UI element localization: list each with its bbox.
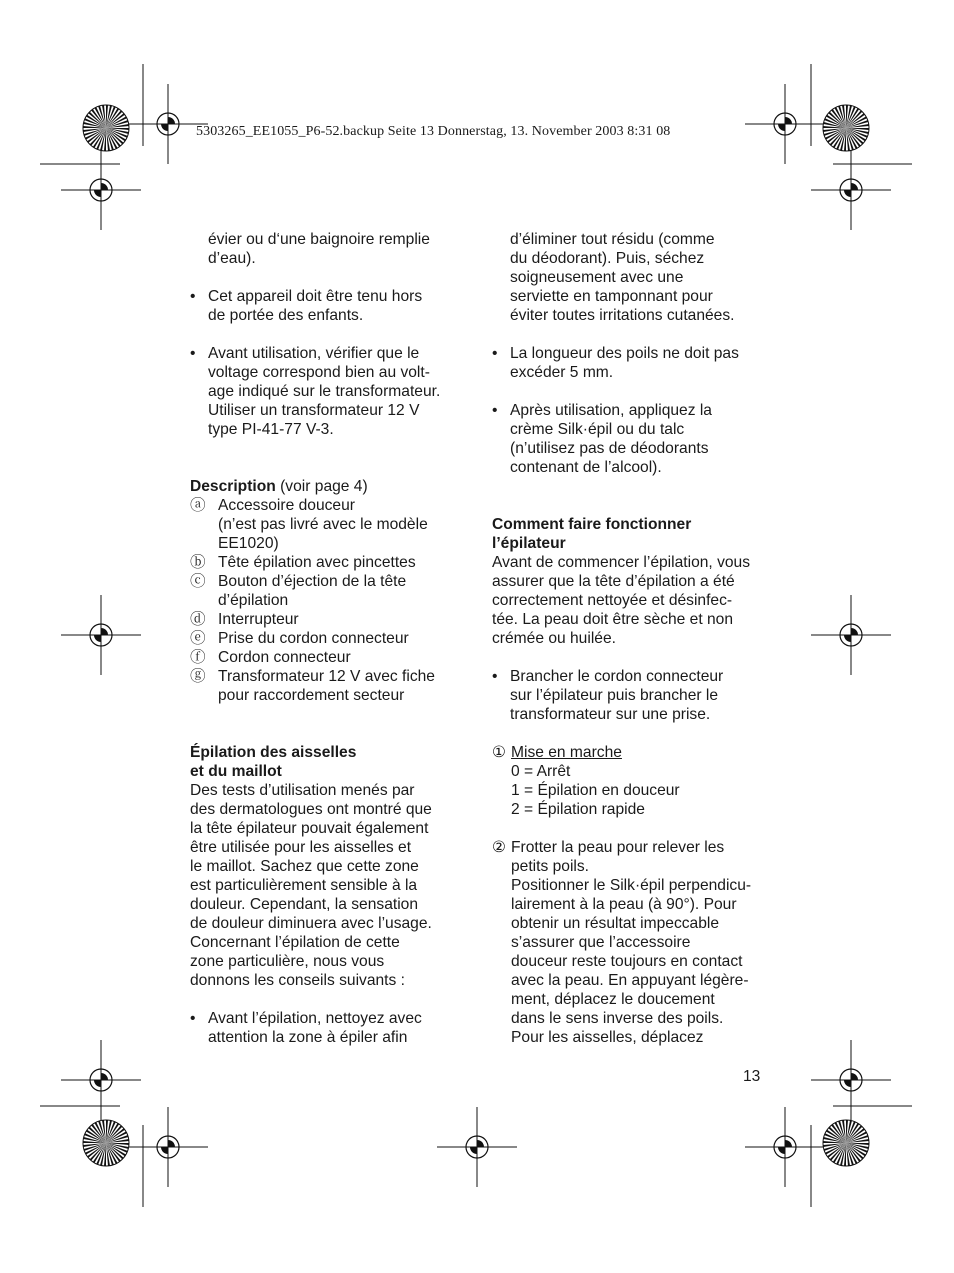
starburst-icon [83,105,129,151]
text-line: Concernant l’épilation de cette [190,934,400,951]
text-line: Cordon connecteur [218,649,351,666]
item-letter-icon: ⓔ [190,630,206,647]
text-line: Prise du cordon connecteur [218,630,409,647]
section-title: et du maillot [190,763,282,780]
item-letter-icon: ⓖ [190,668,206,685]
text-line: être utilisée pour les aisselles et [190,839,412,856]
bullet-icon: • [492,345,498,362]
right-column [492,230,772,1047]
continuation-text [190,230,470,268]
crosshair-icon [61,595,141,675]
text-line: pour raccordement secteur [218,687,405,704]
text-line: contenant de l’alcool). [510,459,662,476]
section-title: Description [190,478,276,495]
operation-heading [492,515,772,553]
text-line: est particulièrement sensible à la [190,877,418,894]
text-line: Interrupteur [218,611,299,628]
text-line: obtenir un résultat impeccable [511,915,720,932]
step-1 [492,743,772,819]
text-line: de douleur diminuera avec l’usage. [190,915,432,932]
crosshair-icon [811,595,891,675]
section-title: Épilation des aisselles [190,744,357,761]
text-line: ment, déplacez le doucement [511,991,715,1008]
epilation-heading [190,743,470,781]
item-letter-icon: ⓑ [190,554,206,571]
text-line: d’eau). [208,250,256,267]
text-line: du déodorant). Puis, séchez [510,250,705,267]
text-line: age indiqué sur le transformateur. [208,383,441,400]
description-item [190,629,470,648]
bullet-item [190,1009,470,1047]
starburst-icon [83,1120,129,1166]
text-line: douleur. Cependant, la sensation [190,896,419,913]
text-line: Avant utilisation, vérifier que le [208,345,420,362]
text-line: Après utilisation, appliquez la [510,402,712,419]
text-line: type PI-41-77 V-3. [208,421,334,438]
text-line: lairement à la peau (à 90°). Pour [511,896,737,913]
item-letter-icon: ⓒ [190,573,206,590]
text-line: d’épilation [218,592,289,609]
text-line: d’éliminer tout résidu (comme [510,231,715,248]
step-title: Mise en marche [511,744,622,761]
page-number: 13 [743,1068,761,1085]
text-line: assurer que la tête d’épilation a été [492,573,735,590]
starburst-icon [823,1120,869,1166]
text-line: La longueur des poils ne doit pas [510,345,739,362]
text-line: attention la zone à épiler afin [208,1029,408,1046]
description-item [190,648,470,667]
text-line: voltage correspond bien au volt- [208,364,430,381]
text-line: 0 = Arrêt [511,763,571,780]
crosshair-icon [61,1040,141,1120]
bullet-icon: • [190,1010,196,1027]
text-line: correctement nettoyée et désinfec- [492,592,733,609]
text-line: serviette en tamponnant pour [510,288,713,305]
item-letter-icon: ⓐ [190,497,206,514]
text-line: éviter toutes irritations cutanées. [510,307,735,324]
text-line: donnons les conseils suivants : [190,972,405,989]
bullet-icon: • [190,345,196,362]
text-line: Des tests d’utilisation menés par [190,782,415,799]
text-line: Bouton d’éjection de la tête [218,573,407,590]
text-line: Tête épilation avec pincettes [218,554,416,571]
text-line: soigneusement avec une [510,269,684,286]
text-line: sur l’épilateur puis brancher le [510,687,719,704]
text-line: douceur reste toujours en contact [511,953,743,970]
crosshair-icon [811,150,891,230]
page-reference: (voir page 4) [275,478,368,495]
description-item [190,553,470,572]
section-title: l’épilateur [492,535,566,552]
crosshair-icon [745,84,825,164]
crosshair-icon [437,1107,517,1187]
bullet-item [190,287,470,325]
print-slug-header: 5303265_EE1055_P6-52.backup Seite 13 Donnerstag, 13. November 2003 8:31 08 [196,124,671,139]
continuation-text [492,230,772,325]
bullet-item [492,344,772,382]
text-line: évier ou d‘une baignoire remplie [208,231,430,248]
description-list [190,496,470,705]
crosshair-icon [128,1107,208,1187]
text-line: crémée ou huilée. [492,630,616,647]
text-line: transformateur sur une prise. [510,706,711,723]
text-line: Positionner le Silk·épil perpendicu- [511,877,752,894]
text-line: la tête épilateur pouvait également [190,820,429,837]
text-line: avec la peau. En appuyant légère- [511,972,749,989]
bullet-item [190,344,470,439]
crosshair-icon [61,150,141,230]
text-line: le maillot. Sachez que cette zone [190,858,419,875]
text-line: Avant l’épilation, nettoyez avec [208,1010,422,1027]
text-line: (n’est pas livré avec le modèle [218,516,428,533]
text-line: EE1020) [218,535,279,552]
text-line: excéder 5 mm. [510,364,614,381]
description-heading [190,477,470,496]
text-line: petits poils. [511,858,590,875]
item-letter-icon: ⓕ [190,649,206,666]
step-number-icon: ② [492,839,506,856]
text-line: Frotter la peau pour relever les [511,839,725,856]
text-line: Cet appareil doit être tenu hors [208,288,423,305]
section-title: Comment faire fonctionner [492,516,692,533]
text-line: dans le sens inverse des poils. [511,1010,724,1027]
description-item [190,496,470,553]
bullet-item [492,667,772,724]
bullet-icon: • [190,288,196,305]
step-number-icon: ① [492,744,506,761]
text-line: crème Silk·épil ou du talc [510,421,685,438]
text-line: de portée des enfants. [208,307,364,324]
text-line: 1 = Épilation en douceur [511,782,680,799]
text-line: Pour les aisselles, déplacez [511,1029,704,1046]
text-line: tée. La peau doit être sèche et non [492,611,734,628]
text-line: zone particulière, nous vous [190,953,385,970]
description-item [190,572,470,610]
text-line: Transformateur 12 V avec fiche [218,668,435,685]
left-column [190,230,470,1047]
bullet-item [492,401,772,477]
item-letter-icon: ⓓ [190,611,206,628]
bullet-icon: • [492,668,498,685]
description-item [190,667,470,705]
step-2 [492,838,772,1047]
text-line: Brancher le cordon connecteur [510,668,724,685]
text-line: Accessoire douceur [218,497,355,514]
operation-paragraph [492,553,772,648]
crosshair-icon [811,1040,891,1120]
text-line: 2 = Épilation rapide [511,801,645,818]
description-item [190,610,470,629]
text-line: s’assurer que l’accessoire [511,934,691,951]
starburst-icon [823,105,869,151]
text-line: (n’utilisez pas de déodorants [510,440,709,457]
text-line: des dermatologues ont montré que [190,801,432,818]
text-line: Utiliser un transformateur 12 V [208,402,420,419]
bullet-icon: • [492,402,498,419]
crosshair-icon [745,1107,825,1187]
text-line: Avant de commencer l’épilation, vous [492,554,751,571]
epilation-paragraph [190,781,470,990]
